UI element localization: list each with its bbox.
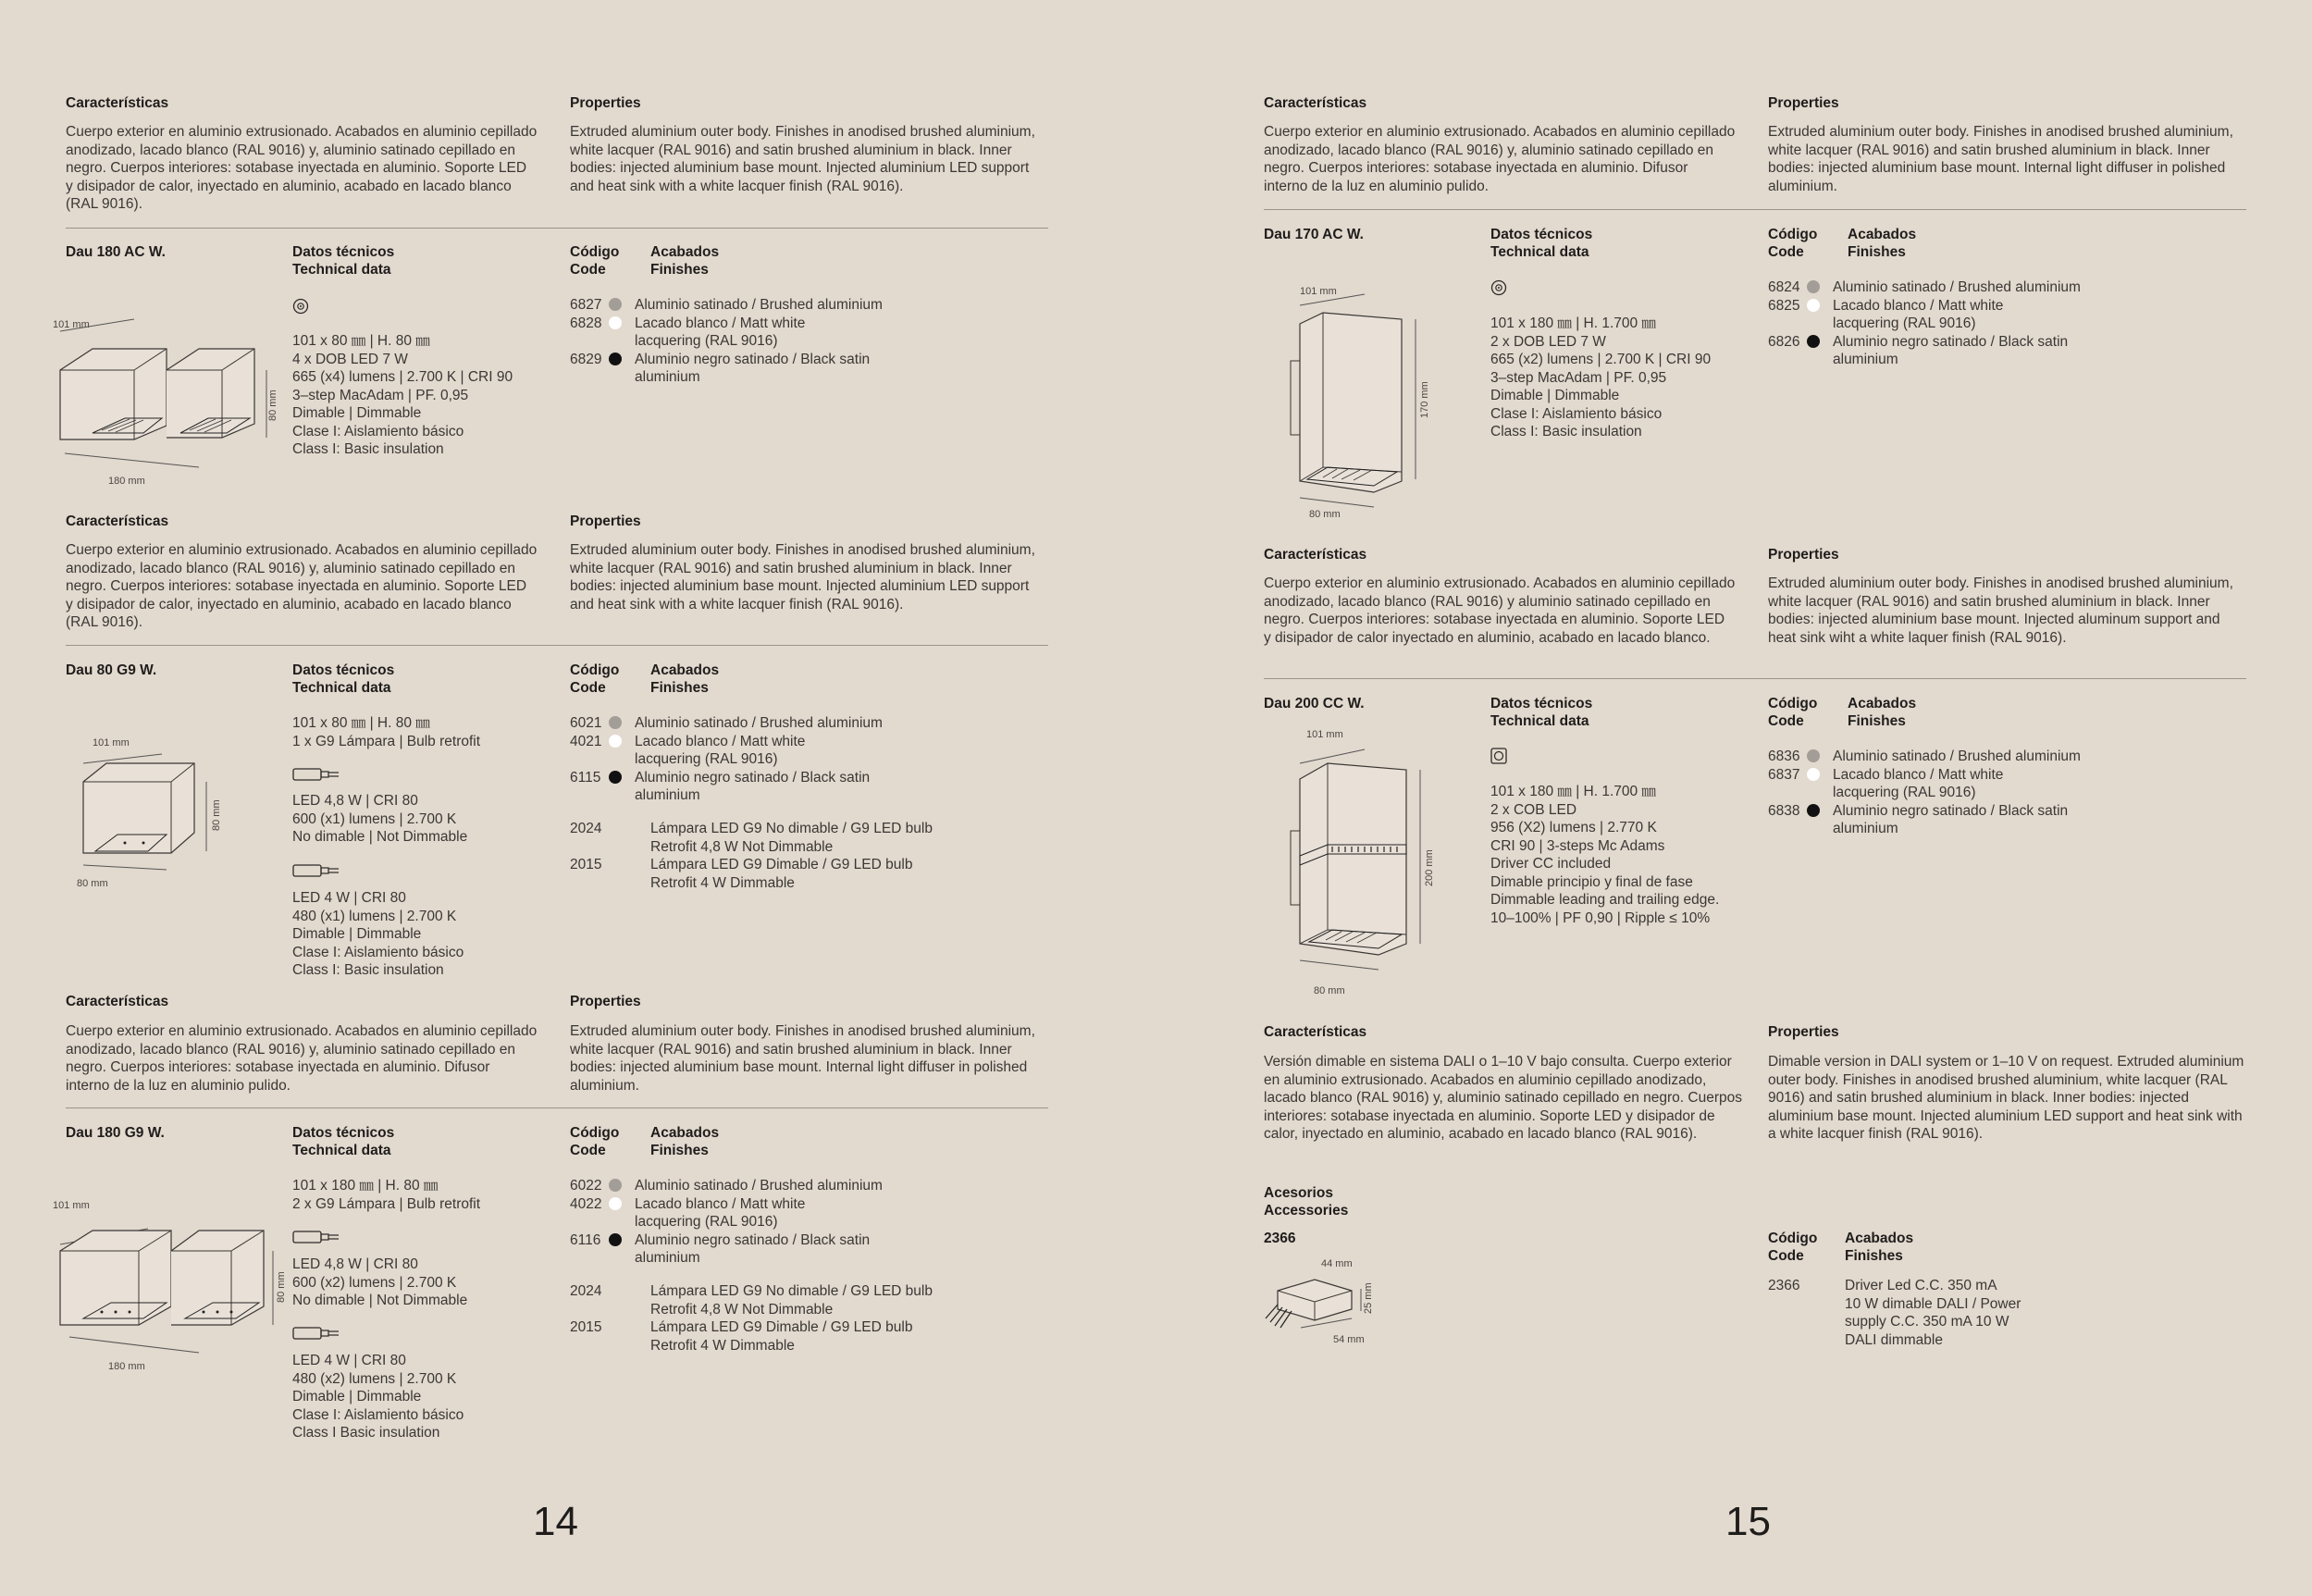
code-title-es: Código <box>570 1125 620 1141</box>
cob-chip-icon <box>1490 748 1507 764</box>
tech-line: 3–step MacAdam | PF. 0,95 <box>1490 369 1667 386</box>
tech-title-en: Technical data <box>1490 713 1589 729</box>
tech-data-header <box>292 1124 394 1159</box>
finish-swatch-gray <box>1807 749 1820 762</box>
finish-label: Lacado blanco / Matt white lacquering (RAL 9016) <box>1833 766 2004 800</box>
finish-label: Aluminio negro satinado / Black satin aluminium <box>1833 802 2069 836</box>
code-title-es: Código <box>1768 1231 1818 1246</box>
tech-line: 101 x 80 ㎜ | H. 80 ㎜ <box>292 333 430 349</box>
tech-title-en: Technical data <box>292 680 391 696</box>
dim-height: 200 mm <box>1424 849 1435 886</box>
code-number: 2015 <box>570 857 602 872</box>
code-row <box>570 351 1032 387</box>
finishes-header <box>1845 1230 1913 1265</box>
tech-data-header <box>292 662 394 697</box>
code-row <box>570 315 1032 351</box>
code-number: 2366 <box>1768 1278 1800 1293</box>
properties-text: Extruded aluminium outer body. Finishes in anodised brushed aluminium, white lacquer (RAL 9016) and satin brushed aluminium in black. Inner bodies: injected aluminium base mount. Internal light diffuser in polished aluminium. <box>1768 124 2233 194</box>
bulb-list <box>570 820 1032 892</box>
finish-swatch-white <box>609 316 622 329</box>
tech-line: 2 x COB LED <box>1490 801 1577 818</box>
tech-line: 665 (x4) lumens | 2.700 K | CRI 90 <box>292 369 513 385</box>
code-header <box>570 662 619 697</box>
g9-bulb-icon <box>292 767 340 782</box>
finish-label: Aluminio satinado / Brushed aluminium <box>635 297 883 313</box>
tech-line: LED 4,8 W | CRI 80 <box>292 1256 418 1272</box>
tech-title-es: Datos técnicos <box>292 244 395 260</box>
code-list <box>1768 278 2231 369</box>
tech-lines <box>292 714 480 750</box>
tech-line: Dimable | Dimmable <box>292 926 422 942</box>
accessory-code: 2366 <box>1264 1231 1296 1246</box>
product-name: Dau 200 CC W. <box>1264 696 1365 711</box>
characteristics-text: Versión dimable en sistema DALI o 1–10 V bajo consulta. Cuerpo exterior en aluminio extrusionado. Acabados en aluminio cepillado anodizado, lacado blanco (RAL 9016) y, aluminio satinado cepillado en negro. Cuerpos interiores: sotabase inyectada en aluminio. Soporte LED y disipador de calor, inyectado en aluminio, acabado en lacado blanco (RAL 9016). <box>1264 1054 1742 1142</box>
finishes-title-es: Acabados <box>650 662 720 678</box>
tech-line: LED 4 W | CRI 80 <box>292 1353 406 1368</box>
tech-line: Clase I: Aislamiento básico <box>292 944 464 960</box>
driver-drawing <box>1264 1254 1384 1346</box>
tech-lines <box>292 1256 467 1310</box>
code-row <box>1768 297 2231 333</box>
finish-label: Lacado blanco / Matt white lacquering (RAL 9016) <box>635 1195 806 1230</box>
finish-label: Driver Led C.C. 350 mA 10 W dimable DALI / Power supply C.C. 350 mA 10 W DALI dimmable <box>1845 1278 2021 1348</box>
code-row <box>570 1195 1032 1231</box>
finish-label: Aluminio satinado / Brushed aluminium <box>635 1178 883 1194</box>
finishes-header <box>650 662 719 697</box>
code-list <box>570 296 1032 387</box>
finish-label: Aluminio negro satinado / Black satin aluminium <box>635 769 871 803</box>
tech-line: 956 (X2) lumens | 2.770 K <box>1490 820 1657 835</box>
finish-label: Lámpara LED G9 No dimable / G9 LED bulb Retrofit 4,8 W Not Dimmable <box>650 821 933 855</box>
code-row <box>570 1177 1032 1195</box>
code-title-en: Code <box>570 262 606 278</box>
properties-title: Properties <box>570 994 641 1009</box>
code-number: 2015 <box>570 1319 602 1335</box>
dim-depth: 101 mm <box>53 319 90 330</box>
finishes-title-es: Acabados <box>650 244 720 260</box>
accessories-header <box>1264 1184 1348 1219</box>
cob-led-icon <box>292 298 309 315</box>
dim-a: 44 mm <box>1321 1258 1353 1269</box>
tech-line: Clase I: Aislamiento básico <box>1490 405 1663 422</box>
finish-swatch-black <box>609 1233 622 1246</box>
characteristics-title: Características <box>66 994 169 1009</box>
finish-label: Lacado blanco / Matt white lacquering (RAL 9016) <box>1833 297 2004 331</box>
dim-depth: 101 mm <box>53 1200 90 1211</box>
code-number: 6837 <box>1768 766 1800 783</box>
tech-line: 1 x G9 Lámpara | Bulb retrofit <box>292 733 481 749</box>
bulb-row <box>570 1318 1032 1355</box>
finish-label: Aluminio negro satinado / Black satin aluminium <box>635 351 871 385</box>
code-header <box>1768 695 1817 730</box>
dim-height: 80 mm <box>211 799 222 831</box>
code-number: 6021 <box>570 715 602 731</box>
code-title-en: Code <box>1768 713 1804 729</box>
properties-title: Properties <box>1768 547 1839 563</box>
finish-swatch-black <box>609 771 622 784</box>
tech-line: 101 x 80 ㎜ | H. 80 ㎜ <box>292 715 430 731</box>
tech-line: Dimable principio y final de fase <box>1490 873 1693 890</box>
tech-line: 3–step MacAdam | PF. 0,95 <box>292 387 469 403</box>
characteristics-title: Características <box>1264 547 1367 563</box>
tech-line: 101 x 180 ㎜ | H. 80 ㎜ <box>292 1178 439 1194</box>
finishes-title-en: Finishes <box>650 1143 709 1158</box>
code-number: 6825 <box>1768 297 1800 314</box>
code-title-es: Código <box>1768 696 1818 711</box>
finish-label: Lámpara LED G9 Dimable / G9 LED bulb Retrofit 4 W Dimmable <box>650 857 913 891</box>
tech-line: 2 x G9 Lámpara | Bulb retrofit <box>292 1195 481 1212</box>
code-row <box>1768 333 2231 369</box>
dim-b: 25 mm <box>1363 1282 1374 1314</box>
bulb-row <box>570 856 1032 892</box>
code-number: 6115 <box>570 769 601 786</box>
code-row <box>570 769 1032 805</box>
tech-line: 600 (x2) lumens | 2.700 K <box>292 1274 457 1291</box>
g9-bulb-icon <box>292 1230 340 1244</box>
code-title-es: Código <box>1768 227 1818 242</box>
dim-height: 170 mm <box>1419 381 1430 418</box>
finishes-header <box>1848 226 1916 261</box>
finish-label: Aluminio satinado / Brushed aluminium <box>1833 749 2081 764</box>
tech-lines <box>292 792 467 847</box>
product-name: Dau 80 G9 W. <box>66 662 157 678</box>
g9-bulb-icon <box>292 1326 340 1341</box>
finishes-title-en: Finishes <box>1845 1248 1903 1264</box>
finish-label: Aluminio satinado / Brushed aluminium <box>635 715 883 731</box>
tech-line: 4 x DOB LED 7 W <box>292 351 408 367</box>
product-name: Dau 180 G9 W. <box>66 1125 165 1141</box>
tech-title-es: Datos técnicos <box>1490 227 1593 242</box>
finish-swatch-gray <box>1807 280 1820 293</box>
code-number: 4021 <box>570 733 602 749</box>
divider <box>1264 678 2246 679</box>
tech-line: 2 x DOB LED 7 W <box>1490 333 1606 350</box>
tech-line: Class I: Basic insulation <box>292 962 444 978</box>
finish-label: Lámpara LED G9 Dimable / G9 LED bulb Retrofit 4 W Dimmable <box>650 1319 913 1354</box>
finishes-title-en: Finishes <box>1848 713 1906 729</box>
code-row <box>570 733 1032 769</box>
characteristics-title: Características <box>66 95 169 111</box>
tech-lines <box>292 1352 464 1442</box>
tech-line: 101 x 180 ㎜ | H. 1.700 ㎜ <box>1490 315 1656 331</box>
tech-line: CRI 90 | 3-steps Mc Adams <box>1490 837 1665 854</box>
dim-depth: 101 mm <box>1306 729 1343 740</box>
tech-line: 480 (x1) lumens | 2.700 K <box>292 908 457 924</box>
properties-text: Extruded aluminium outer body. Finishes in anodised brushed aluminium, white lacquer (RAL 9016) and satin brushed aluminium in black. Inner bodies: injected aluminium base mount. Internal light diffuser in polished aluminium. <box>570 1023 1035 1094</box>
tech-title-en: Technical data <box>292 262 391 278</box>
tech-title-es: Datos técnicos <box>292 1125 395 1141</box>
product-name: Dau 180 AC W. <box>66 244 166 260</box>
g9-bulb-icon <box>292 863 340 878</box>
code-row <box>570 296 1032 315</box>
tech-title-es: Datos técnicos <box>292 662 395 678</box>
code-row <box>1768 802 2231 838</box>
dim-width: 80 mm <box>77 878 108 889</box>
dim-depth: 101 mm <box>1300 286 1337 297</box>
code-title-en: Code <box>570 1143 606 1158</box>
code-number: 6116 <box>570 1231 601 1248</box>
finish-swatch-black <box>1807 335 1820 348</box>
tech-line: No dimable | Not Dimmable <box>292 829 468 845</box>
code-header <box>1768 226 1817 261</box>
product-drawing <box>1281 278 1448 523</box>
tech-data-header <box>1490 695 1592 730</box>
product-drawing <box>69 731 236 893</box>
tech-line: LED 4,8 W | CRI 80 <box>292 793 418 809</box>
tech-line: Class I: Basic insulation <box>1490 424 1642 439</box>
tech-line: Dimmable leading and trailing edge. <box>1490 892 1720 908</box>
dim-width: 80 mm <box>1314 985 1345 996</box>
page-number: 14 <box>533 1499 578 1544</box>
code-header <box>570 243 619 278</box>
tech-line: Class I Basic insulation <box>292 1425 440 1441</box>
code-header <box>570 1124 619 1159</box>
finishes-title-es: Acabados <box>1848 696 1917 711</box>
properties-text: Dimable version in DALI system or 1–10 V on request. Extruded aluminium outer body. Finishes in anodised brushed aluminium, white lacquer (RAL 9016) and satin brushed aluminium in black. Inner bodies: injected aluminium base mount. Injected aluminium LED support and heat sink with a white lacquer finish (RAL 9016). <box>1768 1054 2244 1142</box>
tech-line: 665 (x2) lumens | 2.700 K | CRI 90 <box>1490 352 1712 367</box>
divider <box>66 1107 1048 1108</box>
code-number: 6828 <box>570 315 602 331</box>
dim-depth: 101 mm <box>93 737 130 749</box>
code-title-en: Code <box>1768 1248 1804 1264</box>
dim-height: 80 mm <box>276 1271 287 1303</box>
properties-title: Properties <box>1768 1024 1839 1040</box>
dim-c: 54 mm <box>1333 1334 1365 1345</box>
code-number: 6829 <box>570 351 602 367</box>
finish-swatch-black <box>1807 804 1820 817</box>
tech-title-en: Technical data <box>292 1143 391 1158</box>
characteristics-title: Características <box>66 513 169 529</box>
product-drawing <box>51 315 291 490</box>
tech-line: Dimable | Dimmable <box>1490 388 1620 403</box>
tech-title-es: Datos técnicos <box>1490 696 1593 711</box>
bulb-row <box>570 820 1032 856</box>
finishes-title-en: Finishes <box>1848 244 1906 260</box>
finish-label: Lacado blanco / Matt white lacquering (RAL 9016) <box>635 733 806 767</box>
finish-swatch-white <box>609 1197 622 1210</box>
code-number: 4022 <box>570 1195 602 1212</box>
characteristics-text: Cuerpo exterior en aluminio extrusionado. Acabados en aluminio cepillado anodizado, lacado blanco (RAL 9016) y, aluminio satinado cepillado en negro. Cuerpos interiores: sotabase inyectada en aluminio. Difusor interno de la luz en aluminio pulido. <box>1264 124 1736 194</box>
bulb-list <box>570 1282 1032 1355</box>
characteristics-text: Cuerpo exterior en aluminio extrusionado. Acabados en aluminio cepillado anodizado, lacado blanco (RAL 9016) y aluminio satinado cepillado en negro. Cuerpos interiores: sotabase inyectada en aluminio. Soporte LED y disipador de calor inyectado en aluminio, acabado en lacado blanco. <box>1264 575 1736 646</box>
finish-swatch-gray <box>609 716 622 729</box>
dim-width: 80 mm <box>1309 509 1341 520</box>
code-header <box>1768 1230 1817 1265</box>
properties-title: Properties <box>1768 95 1839 111</box>
finish-swatch-gray <box>609 1179 622 1192</box>
dim-height: 80 mm <box>267 390 278 421</box>
tech-line: Clase I: Aislamiento básico <box>292 423 464 439</box>
accessory-list <box>1768 1277 2231 1349</box>
characteristics-title: Características <box>1264 95 1367 111</box>
accessories-title-es: Acesorios <box>1264 1185 1333 1201</box>
code-list <box>1768 748 2231 838</box>
code-row <box>1768 766 2231 802</box>
code-row <box>1768 748 2231 766</box>
tech-line: No dimable | Not Dimmable <box>292 1293 468 1308</box>
tech-lines <box>292 332 513 459</box>
code-title-es: Código <box>570 662 620 678</box>
characteristics-title: Características <box>1264 1024 1367 1040</box>
tech-line: 10–100% | PF 0,90 | Ripple ≤ 10% <box>1490 909 1711 926</box>
characteristics-text: Cuerpo exterior en aluminio extrusionado. Acabados en aluminio cepillado anodizado, lacado blanco (RAL 9016) y, aluminio satinado cepillado en negro. Cuerpos interiores: sotabase inyectada en aluminio. Soporte LED y disipador de calor, inyectado en aluminio, acabado en lacado blanco (RAL 9016). <box>66 124 538 212</box>
tech-line: 600 (x1) lumens | 2.700 K <box>292 810 457 827</box>
finish-label: Lacado blanco / Matt white lacquering (RAL 9016) <box>635 315 806 349</box>
tech-line: Dimable | Dimmable <box>292 1389 422 1404</box>
code-row <box>570 714 1032 733</box>
code-number: 6838 <box>1768 802 1800 819</box>
code-list <box>570 1177 1032 1268</box>
finish-swatch-gray <box>609 298 622 311</box>
code-number: 6836 <box>1768 749 1800 764</box>
accessories-title-en: Accessories <box>1264 1203 1349 1219</box>
code-title-en: Code <box>1768 244 1804 260</box>
tech-line: Clase I: Aislamiento básico <box>292 1406 464 1423</box>
finishes-title-es: Acabados <box>1845 1231 1914 1246</box>
tech-title-en: Technical data <box>1490 244 1589 260</box>
accessory-row <box>1768 1277 2231 1349</box>
finishes-header <box>650 243 719 278</box>
finishes-header <box>1848 695 1916 730</box>
finish-swatch-white <box>609 735 622 748</box>
tech-data-header <box>292 243 394 278</box>
finish-swatch-white <box>1807 299 1820 312</box>
divider <box>66 645 1048 646</box>
page-number: 15 <box>1725 1499 1771 1544</box>
finish-swatch-black <box>609 353 622 365</box>
finish-label: Aluminio satinado / Brushed aluminium <box>1833 279 2081 295</box>
dim-width: 180 mm <box>108 1361 145 1372</box>
finish-swatch-white <box>1807 768 1820 781</box>
finishes-title-es: Acabados <box>1848 227 1917 242</box>
properties-title: Properties <box>570 95 641 111</box>
tech-line: 101 x 180 ㎜ | H. 1.700 ㎜ <box>1490 784 1656 799</box>
bulb-row <box>570 1282 1032 1318</box>
characteristics-text: Cuerpo exterior en aluminio extrusionado. Acabados en aluminio cepillado anodizado, lacado blanco (RAL 9016) y, aluminio satinado cepillado en negro. Cuerpos interiores: sotabase inyectada en aluminio. Soporte LED y disipador de calor, inyectado en aluminio, acabado en lacado blanco (RAL 9016). <box>66 542 538 630</box>
product-name: Dau 170 AC W. <box>1264 227 1364 242</box>
finish-label: Aluminio negro satinado / Black satin aluminium <box>635 1231 871 1266</box>
properties-text: Extruded aluminium outer body. Finishes in anodised brushed aluminium, white lacquer (RAL 9016) and satin brushed aluminium in black. Inner bodies: injected aluminium base mount. Injected aluminium LED support and heat sink with a white lacquer finish (RAL 9016). <box>570 124 1035 194</box>
tech-line: Dimable | Dimmable <box>292 405 422 421</box>
finishes-title-en: Finishes <box>650 262 709 278</box>
tech-lines <box>1490 315 1711 441</box>
tech-data-header <box>1490 226 1592 261</box>
code-title-es: Código <box>570 244 620 260</box>
tech-line: Driver CC included <box>1490 856 1612 872</box>
finish-label: Lámpara LED G9 No dimable / G9 LED bulb Retrofit 4,8 W Not Dimmable <box>650 1283 933 1318</box>
finishes-title-en: Finishes <box>650 680 709 696</box>
finishes-header <box>650 1124 719 1159</box>
product-drawing <box>1281 722 1448 999</box>
characteristics-text: Cuerpo exterior en aluminio extrusionado. Acabados en aluminio cepillado anodizado, lacado blanco (RAL 9016) y, aluminio satinado cepillado en negro. Cuerpos interiores: sotabase inyectada en aluminio. Difusor interno de la luz en aluminio pulido. <box>66 1023 538 1094</box>
dim-width: 180 mm <box>108 476 145 487</box>
code-title-en: Code <box>570 680 606 696</box>
tech-line: 480 (x2) lumens | 2.700 K <box>292 1370 457 1387</box>
code-row <box>1768 278 2231 297</box>
code-row <box>570 1231 1032 1268</box>
tech-lines <box>292 1177 480 1213</box>
properties-text: Extruded aluminium outer body. Finishes in anodised brushed aluminium, white lacquer (RAL 9016) and satin brushed aluminium in black. Inner bodies: injected aluminium base mount. Injected aluminum support and heat sink wiht a white laquer finish (RAL 9016). <box>1768 575 2233 646</box>
tech-line: Class I: Basic insulation <box>292 441 444 457</box>
divider <box>66 228 1048 229</box>
code-list <box>570 714 1032 805</box>
divider <box>1264 209 2246 210</box>
code-number: 2024 <box>570 1283 602 1299</box>
code-number: 6022 <box>570 1178 602 1194</box>
properties-text: Extruded aluminium outer body. Finishes in anodised brushed aluminium, white lacquer (RAL 9016) and satin brushed aluminium in black. Inner bodies: injected aluminium base mount. Injected aluminium LED support and heat sink with a white lacquer finish (RAL 9016). <box>570 542 1035 612</box>
properties-title: Properties <box>570 513 641 529</box>
tech-lines <box>292 889 464 980</box>
tech-line: LED 4 W | CRI 80 <box>292 890 406 906</box>
code-number: 6826 <box>1768 333 1800 350</box>
cob-led-icon <box>1490 279 1507 296</box>
code-number: 6827 <box>570 297 602 313</box>
tech-lines <box>1490 783 1719 927</box>
finish-label: Aluminio negro satinado / Black satin aluminium <box>1833 333 2069 367</box>
finishes-title-es: Acabados <box>650 1125 720 1141</box>
code-number: 6824 <box>1768 279 1800 295</box>
code-number: 2024 <box>570 821 602 836</box>
product-drawing <box>51 1194 291 1374</box>
